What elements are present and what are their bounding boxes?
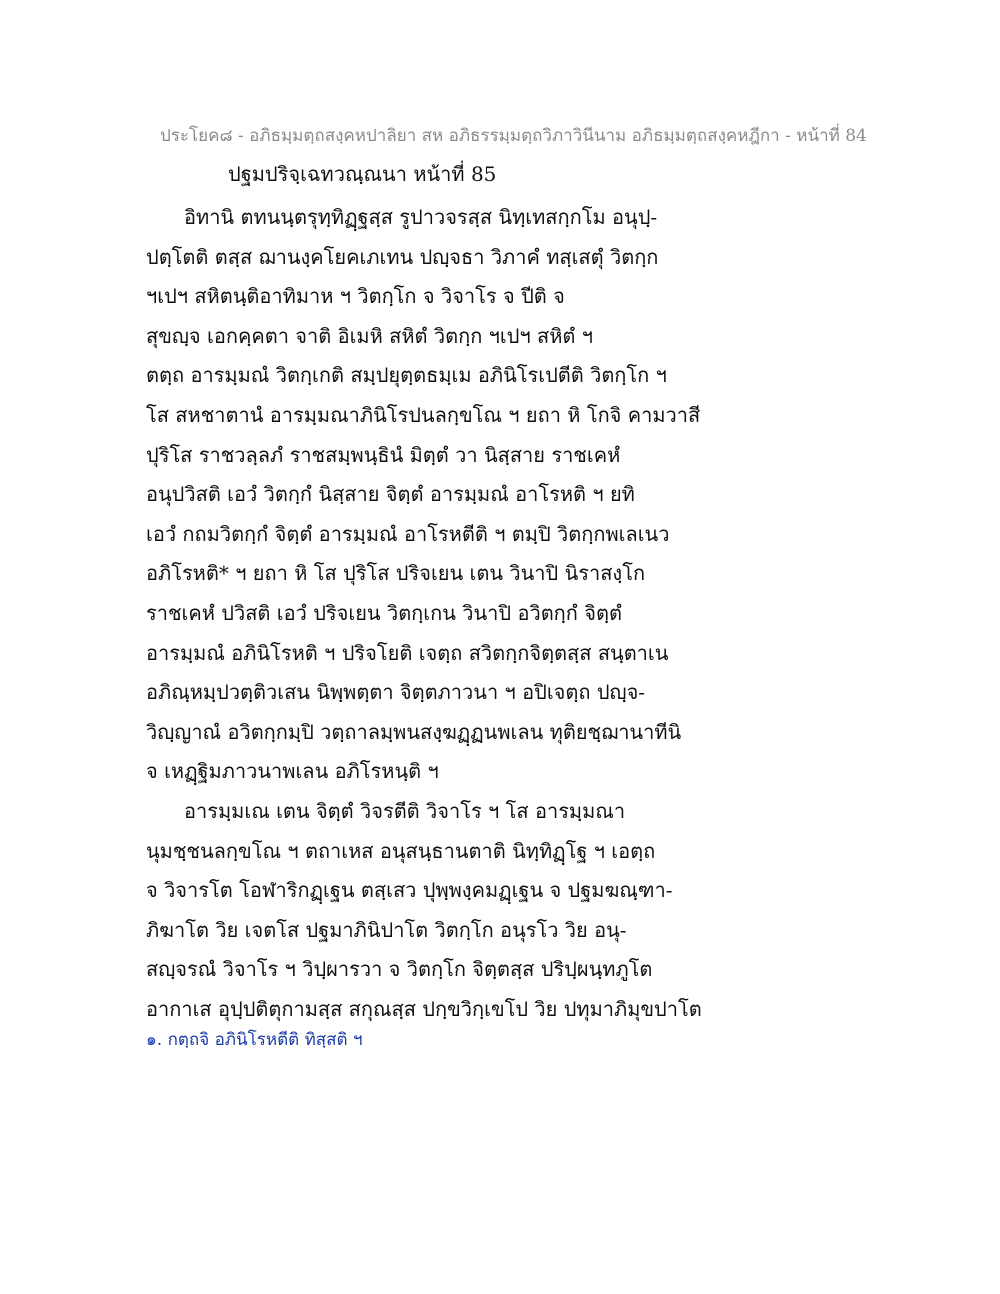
text-line: อภิณฺหมฺปวตฺติวเสน นิพฺพตฺตา จิตฺตภาวนา ฯ อปิเจตฺถ ปญฺจ- (146, 680, 646, 705)
body-text (146, 198, 706, 1029)
running-header: ประโยค๘ - อภิธมฺมตฺถสงฺคหปาลิยา สห อภิธรรมฺมตฺถวิภาวินีนาม อภิธมฺมตฺถสงฺคหฎีกา - หน้าที่ 84 (160, 126, 867, 146)
text-line: ภิฆาโต วิย เจตโส ปฐมาภินิปาโต วิตกฺโก อนุรโว วิย อนุ- (146, 917, 627, 942)
text-line: โส สหชาตานํ อารมฺมณาภินิโรปนลกฺขโณ ฯ ยถา หิ โกจิ คามวาสี (146, 402, 701, 427)
text-line: นุมชฺชนลกฺขโณ ฯ ตถาเหส อนุสนฺธานตาติ นิทฺทิฏฺโฐ ฯ เอตฺถ (146, 838, 656, 863)
paragraph (146, 792, 706, 1030)
text-line: ตตฺถ อารมฺมณํ วิตกฺเกติ สมฺปยุตฺตธมฺเม อภินิโรเปตีติ วิตกฺโก ฯ (146, 363, 667, 388)
text-line: อารมฺมเณ เตน จิตฺตํ วิจรตีติ วิจาโร ฯ โส อารมฺมณา (184, 798, 626, 823)
text-line: ราชเคหํ ปวิสติ เอวํ ปริจเยน วิตกฺเกน วินาปิ อวิตกฺกํ จิตฺตํ (146, 600, 622, 625)
text-line: อภิโรหติ* ฯ ยถา หิ โส ปุริโส ปริจเยน เตน วินาปิ นิราสงฺโก (146, 561, 646, 586)
text-line: อนุปวิสติ เอวํ วิตกฺกํ นิสฺสาย จิตฺตํ อารมฺมณํ อาโรหติ ฯ ยทิ (146, 482, 635, 507)
footnote: ๑. กตฺถจิ อภินิโรหตีติ ทิสฺสติ ฯ (146, 1030, 363, 1050)
text-line: จ วิจารโต โอฬาริกฏฺเฐน ตสฺเสว ปุพฺพงฺคมฏฺเฐน จ ปฐมฆณฺฑา- (146, 878, 673, 903)
text-line: วิญฺญาณํ อวิตกฺกมฺปิ วตฺถาลมฺพนสงฺฆฏฺฏนพเลน ทุติยชฺฌานาทีนิ (146, 719, 682, 744)
text-line: ฯเปฯ สหิตนฺติอาทิมาห ฯ วิตกฺโก จ วิจาโร จ ปีติ จ (146, 284, 565, 309)
text-line: สุขญฺจ เอกคฺคตา จาติ อิเมหิ สหิตํ วิตกฺก ฯเปฯ สหิตํ ฯ (146, 323, 594, 348)
text-line: อารมฺมณํ อภินิโรหติ ฯ ปริจโยติ เจตฺถ สวิตกฺกจิตฺตสฺส สนฺตาเน (146, 640, 669, 665)
text-line: อิทานิ ตทนนฺตรุทฺทิฏฺฐสฺส รูปาวจรสฺส นิทฺเทสกฺกโม อนุปฺ- (184, 205, 658, 229)
text-line: จ เหฏฺฐิมภาวนาพเลน อภิโรหนฺติ ฯ (146, 759, 439, 784)
paragraph (146, 198, 706, 792)
text-line: เอวํ กถมวิตกฺกํ จิตฺตํ อารมฺมณํ อาโรหตีติ ฯ ตมฺปิ วิตกฺกพเลเนว (146, 521, 670, 546)
text-line: สญฺจรณํ วิจาโร ฯ วิปฺผารวา จ วิตกฺโก จิตฺตสฺส ปริปฺผนฺทภูโต (146, 957, 653, 982)
text-line: ปุริโส ราชวลฺลภํ ราชสมฺพนฺธินํ มิตฺตํ วา นิสฺสาย ราชเคหํ (146, 442, 621, 467)
text-line: ปตฺโตติ ตสฺส ฌานงฺคโยคเภเทน ปญฺจธา วิภาคํ ทสฺเสตุํ วิตกฺก (146, 244, 659, 269)
section-title: ปฐมปริจฺเฉทวณฺณนา หน้าที่ 85 (228, 162, 497, 186)
text-line: อากาเส อุปฺปติตุกามสฺส สกุณสฺส ปกฺขวิกฺเขโป วิย ปทุมาภิมุขปาโต (146, 996, 702, 1021)
